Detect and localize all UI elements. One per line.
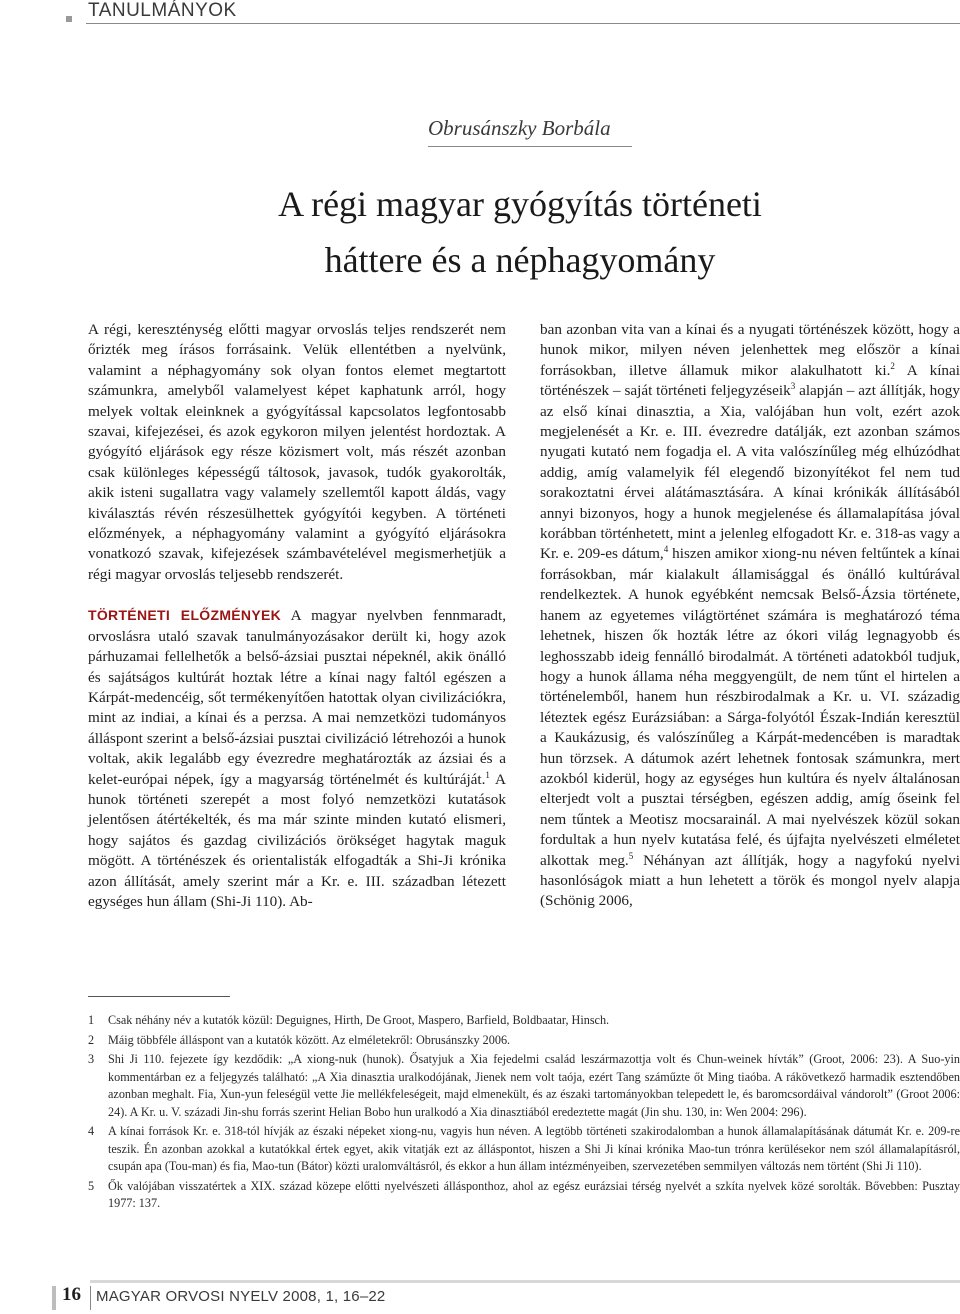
footnote-number: 4 (88, 1124, 95, 1138)
footnote-text: A kínai források Kr. e. 318-tól hívják az északi népeket xiong-nu, vagyis hun néven. A legtöbb történeti szakirodalomban a hunok államalapításának dátumát Kr. e. 209-re teszik. Én azonban azokkal a kutatókkal értek egyet, akik vitatják ezt az álláspontot, hiszen a Shi Ji kínai krónika Mao-tun trónra kerülésekor nem szól államalapításról, csupán apa (Tou-man) és fia, Mao-tun (Bátor) közti uralomváltásról, és ekkor a hun állam intézményeiben, szervezetében semmilyen változás nem történt (Shi Ji 110). (108, 1124, 960, 1173)
journal-citation: MAGYAR ORVOSI NYELV 2008, 1, 16–22 (96, 1288, 386, 1305)
paragraph-text: Néhányan azt állítják, hogy a nagyfokú nyelvi hasonlóságok miatt a hun lehetett a török és mongol nyelv alapja (Schönig 2006, (540, 851, 960, 910)
footnote-ref[interactable]: 1 (485, 769, 490, 780)
right-column (540, 320, 960, 912)
footnote-number: 5 (88, 1178, 95, 1193)
footnote-number: 2 (88, 1032, 95, 1047)
author-name: Obrusánszky Borbála (428, 116, 611, 140)
footnote-text: Máig többféle álláspont van a kutatók között. Az elméletekről: Obrusánszky 2006. (108, 1032, 511, 1047)
paragraph-text: ban azonban vita van a kínai és a nyugati történészek között, hogy a hunok mikor, milyen néven jelenhettek meg először a kínai forrásokban, illetve államuk mikor alakulhatott ki. (540, 321, 960, 379)
footnote-ref[interactable]: 3 (790, 381, 796, 392)
footnote-ref[interactable]: 5 (628, 850, 634, 861)
paragraph-text: alapján – azt állítják, hogy az első kínai dinasztia, a Xia, valójában hun volt, ezért azok megjelenését a Kr. e. III. évezredre datálják, ezt azonban számos nyugati kutató nem fogadja el. A vita valószínűleg még elhúzódhat addig, amíg valamelyik fél elegendő bizonyítékot fel nem tud sorakoztatni érvei alátámasztására. A kínai krónikák állításából annyi bizonyos, hogy a hunok megjelenése és államalapítása jóval korábban történhetett, mint a jelenleg elfogadott Kr. e. 318-as vagy a Kr. e. 209-es dátum, (540, 382, 960, 563)
title-line-1: A régi magyar gyógyítás történeti (278, 184, 762, 224)
section-heading: TÖRTÉNETI ELŐZMÉNYEK (88, 607, 282, 624)
section-paragraph (88, 605, 506, 912)
paragraph-text: A kínai történészek – saját történeti feljegyzéseik (540, 361, 960, 400)
page-number: 16 (62, 1284, 81, 1305)
body-paragraph (540, 320, 960, 912)
footnote-text: Shi Ji 110. fejezete így kezdődik: „A xiong-nuk (hunok). Ősatyjuk a Xia fejedelmi család leszármazottja volt és Chun-weinek hívták” (Groot, 2006: 23). A Suo-yin kommentárban ez a feljegyzés található: „A Xia dinasztia uralkodójának, Jienek nem volt taója, ezért Tang száműzte őt Ming tiaóba. A rákövetkező harmadik esztendőben azonban meghalt. Fia, Xun-yun feleségül vette Jie mellékfeleségeit, majd elmenekült, és az északi tartományokban telepedett le, és baromcsordáival vándorolt” (Groot 2006: 24). A Kr. u. V. századi Jin-shu forrás szerint Helian Bobo hun uralkodó a Xia dinasztiából eredeztette magát (Jin shu. 130, in: Wen 2004: 296). (108, 1052, 960, 1119)
footnote (88, 1012, 960, 1030)
abstract-paragraph: A régi, kereszténység előtti magyar orvoslás teljes rendszerét nem őrizték meg írásos forrásaink. Velük ellentétben a nyelvünk, valamint a néphagyomány sok olyan fontos elemet megtartott számunkra, amelyből valamelyest képet kaphatunk arról, hogy melyek voltak eleinknek a gyógyítással kapcsolatos legfontosabb szavai, kifejezései, és azok egykoron milyen jelentést hordoztak. A gyógyító eljárások egy része közismert volt, más részét azonban csak különleges képességű táltosok, javasok, tudók gyakorolták, akik isteni sugallatra vagy valamely szellemtől kapott áldás, vagy kiválasztás révén részesülhettek gyógyítói kegyben. A történeti előzmények, a néphagyomány valamint a gyógyító eljárásokra vonatkozó szavak, kifejezések számbavételével megismerhetjük a régi magyar orvoslás teljesebb rendszerét. (88, 321, 506, 583)
footnotes (88, 1012, 960, 1215)
header-rule (86, 23, 960, 24)
paragraph-text: hiszen amikor xiong-nu néven feltűntek a kínai forrásokban, már kialakult államisággal és önálló kultúrával rendelkeztek. A hunok egyébként nemcsak Belső-Ázsia története, hanem az egyetemes világtörténet számára is meghatározó téma lehetnek, hiszen ők hozták létre az ókori világ legnagyobb és leghosszabb ideig fennálló birodalmát. A történeti adatokból tudjuk, hogy a hunok állama néha meggyengült, de nem tűnt el hirtelen a történelemből, hanem hun részbirodalmak a Kr. u. VI. századig léteztek egész Eurázsiában: a Sárga-folyótól Észak-Indián keresztül a Kaukázusig, és valószínűleg a Kárpát-medencében is maradtak hun törzsek. A dátumok azért lehetnek fontosak számunkra, mert azokból kiderül, hogy az egységes hun kultúra és nyelv általánosan elterjedt volt a pusztai térségben, egészen addig, amíg őseink fel nem tűntek a Meotisz mocsarainál. A mai nyelvészek közül sokan fordultak a hun nyelv kutatása felé, és újfajta nyelvészeti elméletet alkottak meg. (540, 545, 960, 869)
footnote (88, 1051, 960, 1121)
author-rule (428, 146, 632, 147)
left-column (88, 320, 506, 912)
footnote-ref[interactable]: 4 (663, 544, 669, 555)
paragraph-text: A magyar nyelvben fennmaradt, orvoslásra utaló szavak tanulmányozásakor derült ki, hogy azok párhuzamai fellelhetők a belső-ázsiai pusztai népeknél, akik önálló és sajátságos kultúrát hoztak létre a kínai nagy faltól egészen a Kárpát-medencéig, sőt termékenyítően hatottak olyan civilizációkra, mint az indiai, a kínai és a perzsa. A mai nemzetközi tudományos álláspont szerint a belső-ázsiai pusztai civilizáció létrehozói a hunok voltak, akik legalább egy évezredre meghatározták az ázsiai és a kelet-európai népek, így a magyarság történelmét és kultúráját. (88, 607, 506, 788)
footnote-number: 1 (88, 1013, 95, 1027)
footer-separator (90, 1286, 91, 1310)
footnote-rule (88, 996, 230, 997)
footnote-ref[interactable]: 2 (890, 360, 895, 371)
footer-bar (90, 1280, 960, 1283)
article-title (200, 176, 840, 288)
section-label: TANULMÁNYOK (88, 0, 237, 21)
footnote (88, 1032, 960, 1050)
footnote-text: Ők valójában visszatértek a XIX. század közepe előtti nyelvészeti állásponthoz, ahol az egész eurázsiai térség nyelvét a szkíta nyelvek közé sorolták. Bővebben: Pusztay 1977: 137. (108, 1178, 960, 1210)
title-line-2: háttere és a néphagyomány (324, 240, 716, 280)
footnote (88, 1178, 960, 1213)
paragraph-text: A hunok történeti szerepét a most folyó nemzetközi kutatások jelentősen átértékelték, és ma már szinte minden kutató elismeri, hogy sajátos és gazdag civilizációs örökséget hagytak maguk mögött. A történészek és orientalisták elfogadták a Shi-Ji krónika azon állítását, amely szerint már a Kr. e. III. században létezett egységes hun állam (Shi-Ji 110). Ab- (88, 770, 506, 910)
running-header (66, 0, 960, 26)
footnote-text: Csak néhány név a kutatók közül: Deguignes, Hirth, De Groot, Maspero, Barfield, Boldbaatar, Hinsch. (108, 1013, 610, 1027)
page-footer (52, 1280, 960, 1314)
footer-marker (52, 1286, 56, 1310)
header-bullet (66, 16, 72, 22)
footnote (88, 1123, 960, 1176)
footnote-number: 3 (88, 1052, 95, 1066)
